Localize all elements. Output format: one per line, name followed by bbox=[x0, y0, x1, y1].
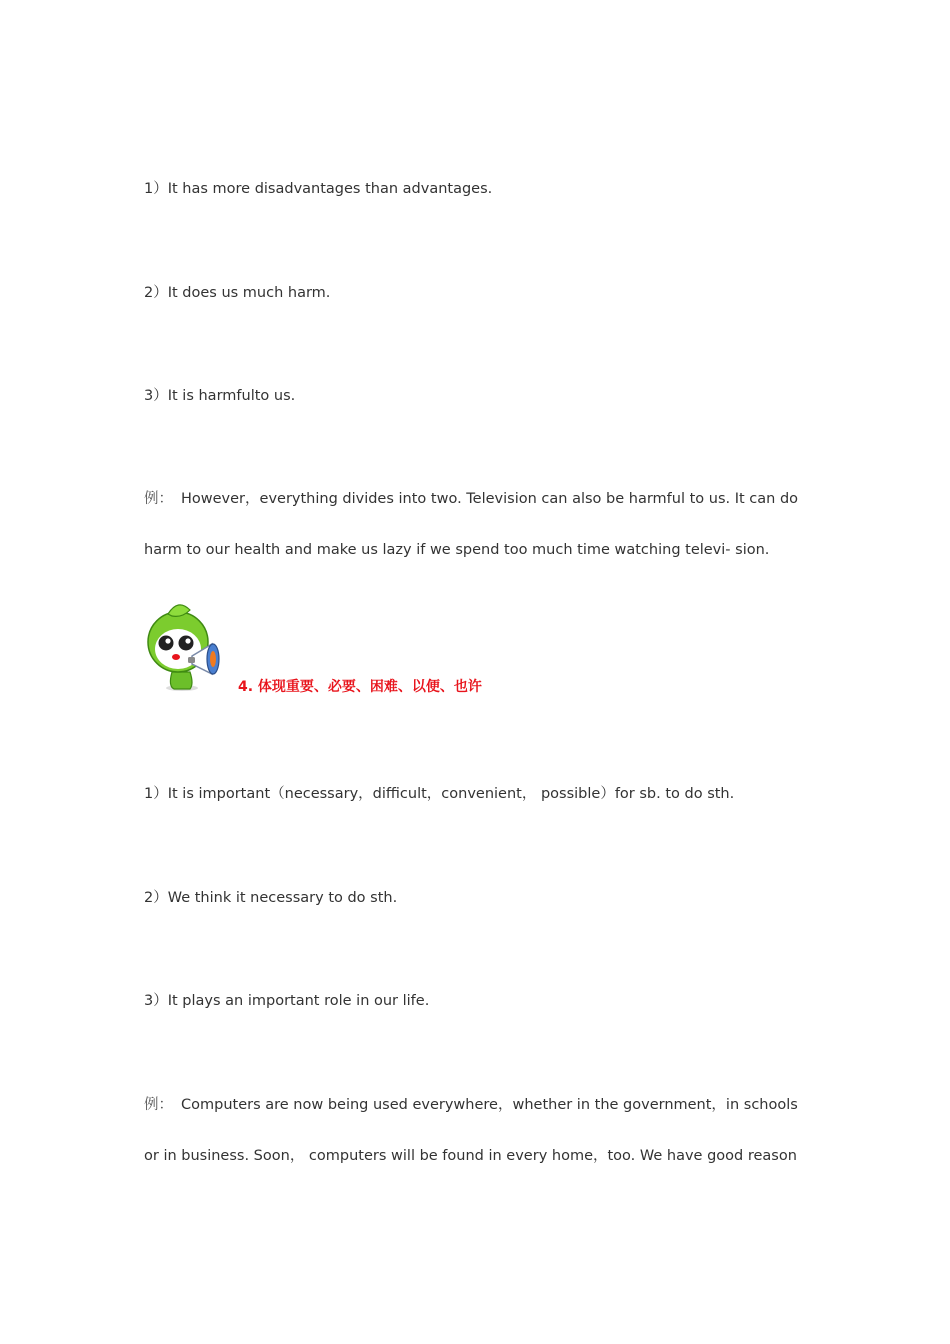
example-line: harm to our health and make us lazy if we spend too much time watching televi- sion. bbox=[144, 542, 770, 558]
example-prefix: 例： bbox=[144, 1097, 173, 1113]
mascot-megaphone-icon bbox=[142, 600, 226, 694]
list-item: 3）It plays an important role in our life. bbox=[144, 993, 430, 1009]
list-item: 1）It is important（necessary，difficult，convenient， possible）for sb. to do sth. bbox=[144, 786, 735, 802]
example-text: However，everything divides into two. Television can also be harmful to us. It can do bbox=[181, 491, 799, 507]
list-item: 1）It has more disadvantages than advantages. bbox=[144, 181, 493, 197]
example-line: or in business. Soon， computers will be found in every home，too. We have good reason bbox=[144, 1148, 797, 1164]
example-line bbox=[144, 489, 798, 509]
list-item: 2）We think it necessary to do sth. bbox=[144, 890, 398, 906]
list-item: 2）It does us much harm. bbox=[144, 285, 331, 301]
example-text: Computers are now being used everywhere，whether in the government，in schools bbox=[181, 1097, 798, 1113]
example-line bbox=[144, 1095, 798, 1115]
list-item: 3）It is harmfulto us. bbox=[144, 388, 296, 404]
example-prefix: 例： bbox=[144, 491, 173, 507]
section-heading: 4. 体现重要、必要、困难、以便、也许 bbox=[238, 679, 482, 695]
